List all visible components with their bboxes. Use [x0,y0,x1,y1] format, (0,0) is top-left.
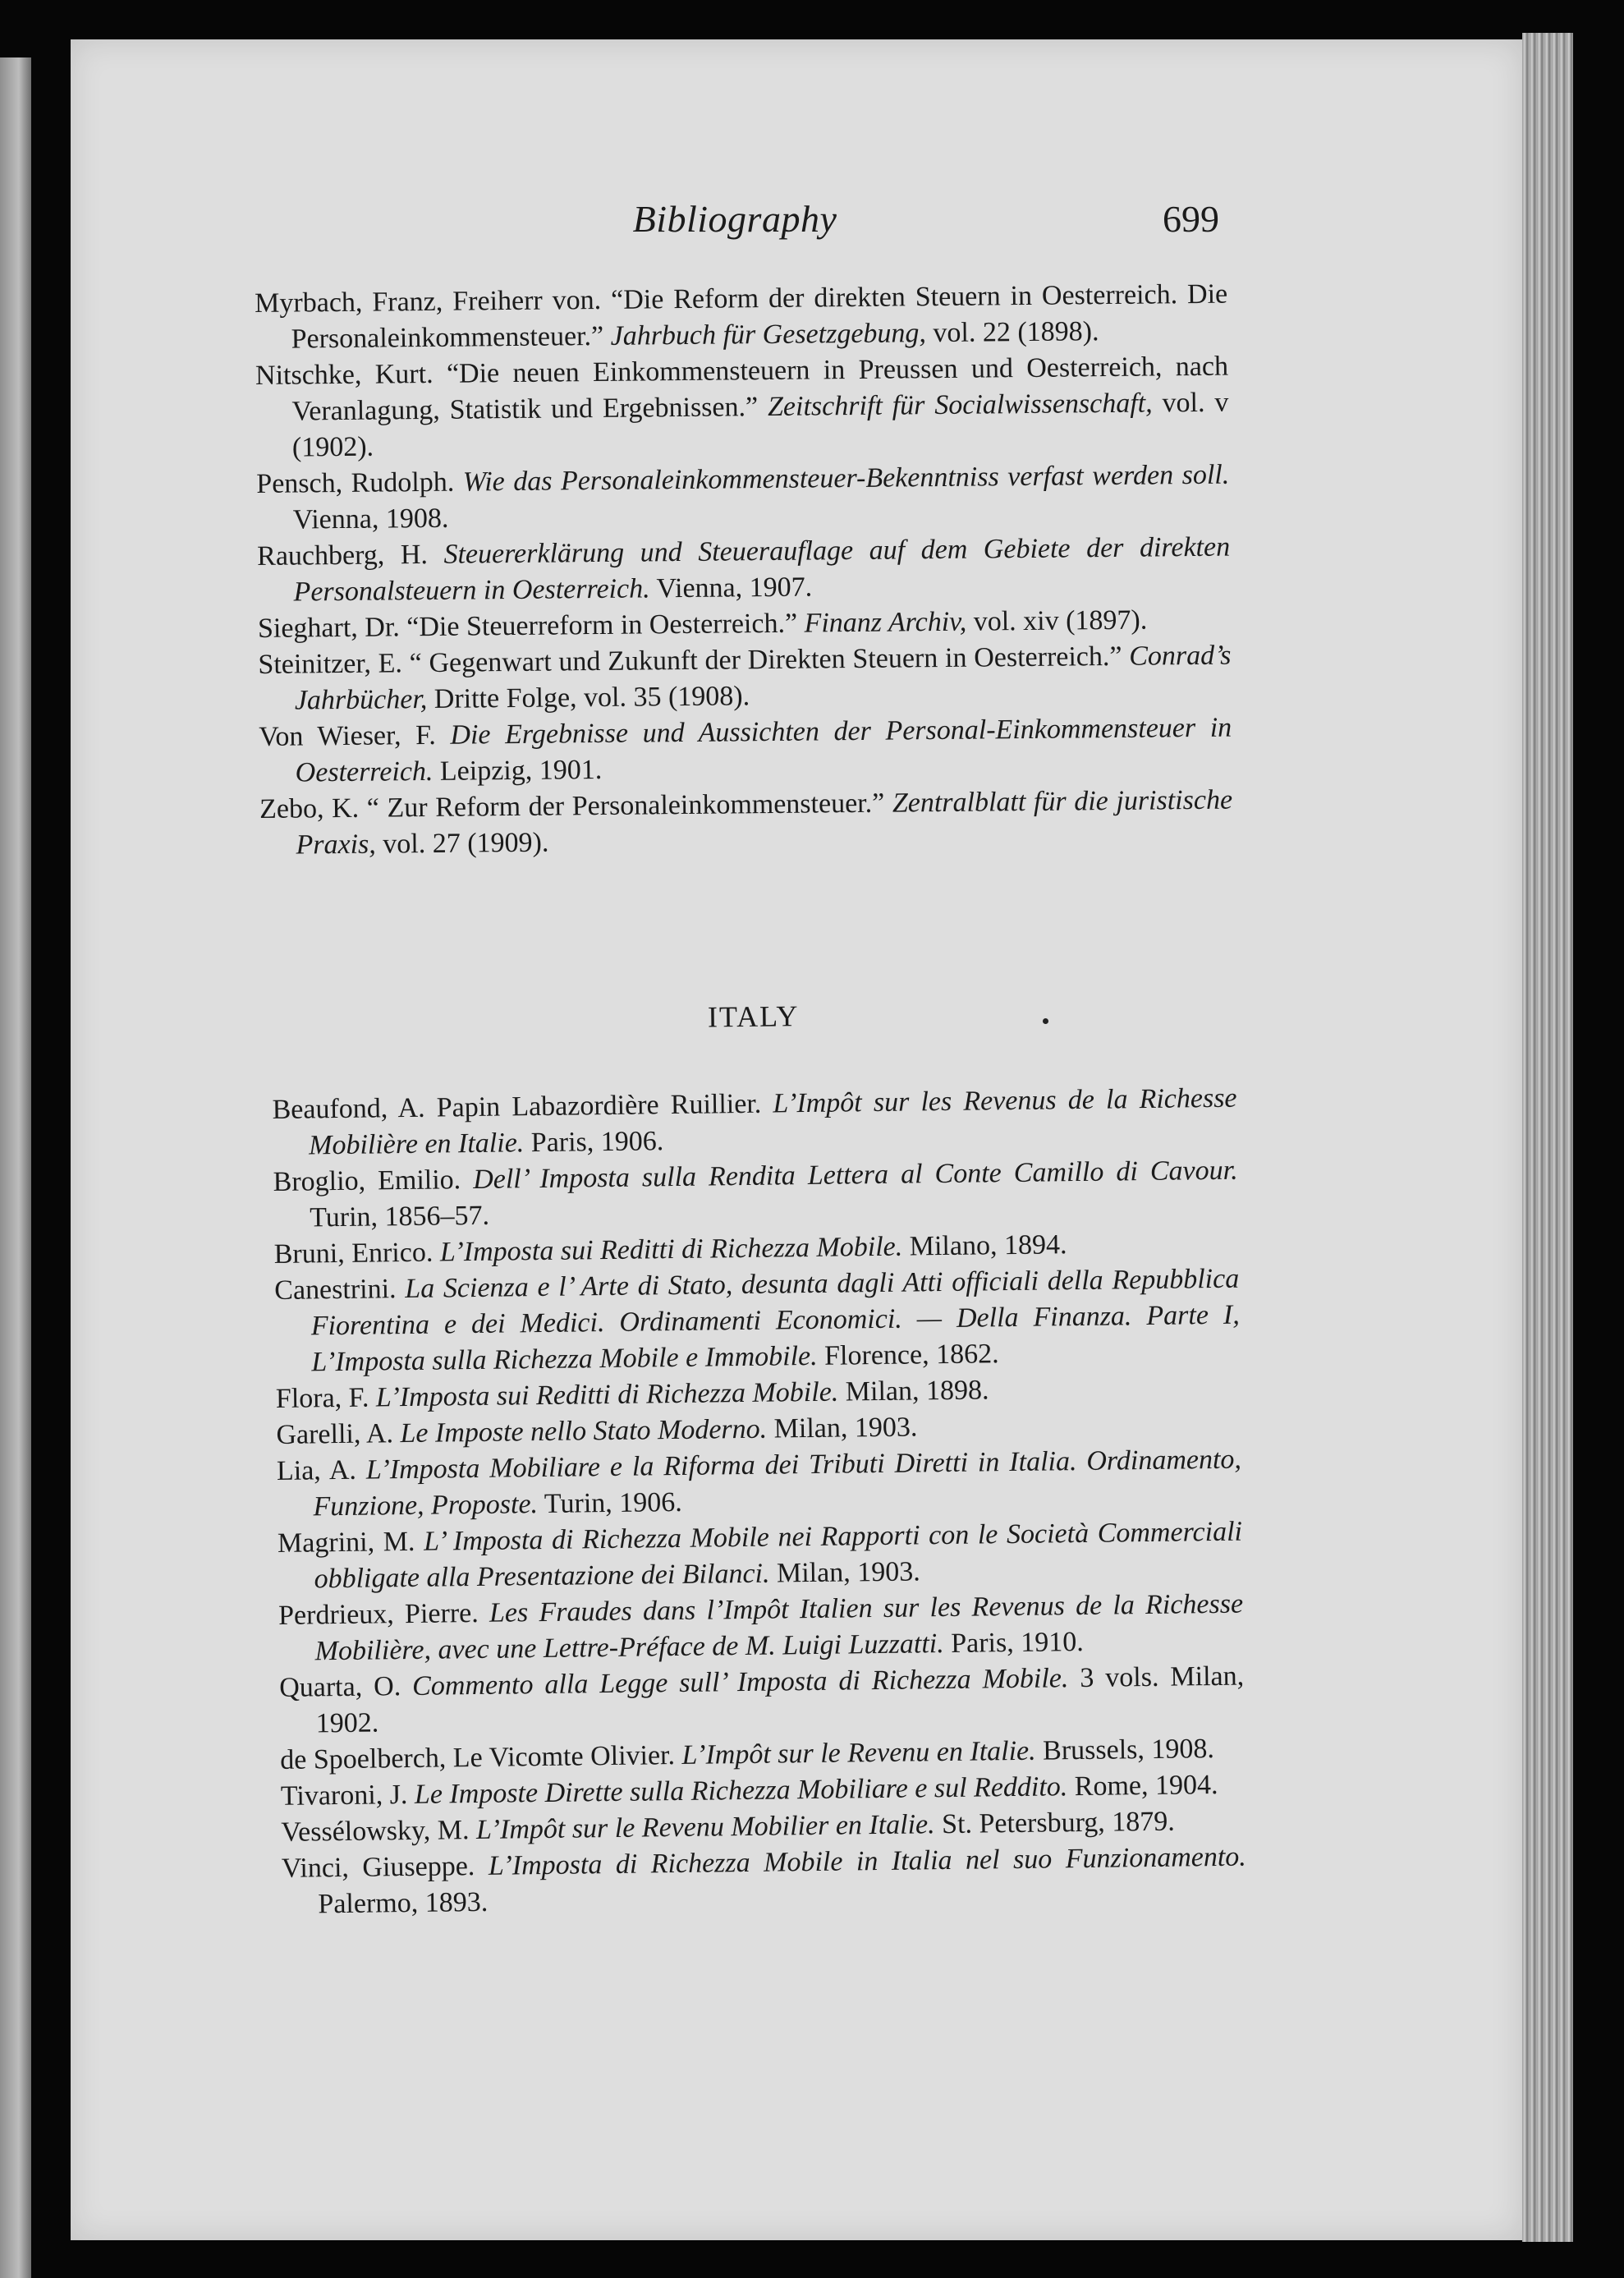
bibliography-entry [255,349,1229,466]
entry-article [415,1527,424,1557]
entry-title: L’Imposta sui Reditti di Richezza Mobile. [439,1231,903,1268]
entry-publication: vol. 22 (1898). [925,316,1099,349]
bibliography-entry [258,638,1232,719]
entry-title: Zeitschrift für Socialwissenschaft, [767,388,1153,423]
entry-article [428,540,444,570]
entry-title: L’Imposta Mobiliare e la Riforma dei Tributi Diretti in Italia. Ordinamento, Funzione, Proposte. [313,1444,1242,1522]
entry-title: Finanz Archiv, [804,606,967,639]
entry-publication: Paris, 1906. [524,1126,664,1159]
bibliography-entry [279,1659,1245,1743]
entry-publication: Leipzig, 1901. [433,754,603,787]
entry-publication: Turin, 1906. [537,1486,682,1520]
entry-publication: St. Petersburg, 1879. [934,1806,1176,1840]
entry-author: Quarta, O. [278,1671,401,1703]
entry-title: Steuererklärung und Steuerauflage auf dem Gebiete der direkten Personalsteuern in Oesterreich. [293,531,1231,608]
entry-article [436,720,451,751]
entry-author: Tivaroni, J. [280,1780,408,1812]
entry-publication: Vienna, 1907. [649,572,813,604]
entry-title: Zentralblatt für die juristische Praxis, [296,784,1233,861]
entry-article: “Die Steuerreform in Oesterreich.” [399,608,805,643]
bibliography-entry [278,1587,1244,1670]
bibliography-entry [278,1514,1243,1598]
entry-publication: Brussels, 1908. [1035,1734,1215,1766]
bibliography-entry [259,710,1232,792]
entry-article: “Die neuen Einkommensteuern in Preussen und Oesterreich, nach Veranlagung, Statistik und Ergebnissen.” [291,351,1229,427]
running-title: Bibliography [632,198,837,240]
page-header [250,197,1219,263]
entry-title: Les Fraudes dans l’Impôt Italien sur les Revenus de la Richesse Mobilière, avec une Lettre-Préface de M. Luigi Luzzatti. [314,1588,1244,1667]
entry-author: Broglio, Emilio. [273,1164,461,1197]
entry-article: “ Gegenwart und Zukunft der Direkten Steuern in Oesterreich.” [401,641,1130,679]
entry-publication: Milano, 1894. [902,1229,1067,1262]
entry-title: Conrad’s Jahrbücher, [294,640,1232,716]
entry-publication: Turin, 1856–57. [309,1200,490,1233]
section-heading: ITALY [707,999,800,1034]
bibliography-entry [272,1081,1237,1164]
entry-publication: Milan, 1903. [766,1412,918,1444]
bibliography-section-italy [271,990,1247,1923]
entry-author: Zebo, K. [259,792,360,824]
entry-author: Flora, F. [275,1382,369,1414]
entry-title: Wie das Personaleinkommensteuer-Bekenntniss verfast werden soll. [462,459,1230,498]
entry-article [396,1274,405,1304]
entry-title: L’Imposta sui Reditti di Richezza Mobile. [375,1376,839,1413]
entry-author: Magrini, M. [277,1526,415,1559]
entry-publication: 3 vols. Milan, 1902. [315,1660,1245,1739]
entry-author: Garelli, A. [276,1418,394,1450]
entry-title: La Scienza e l’ Arte di Stato, desunta dagli Atti officiali della Repubblica Fiorentina e dei Medici. Ordinamenti Economici. — Della Finanza. Parte I, L’Imposta sulla Richezza Mobile e Immobile. [310,1263,1240,1378]
entry-publication: vol. 27 (1909). [375,827,549,860]
entry-author: Vinci, Giuseppe. [281,1851,475,1884]
bibliography-entry [256,457,1230,539]
bibliography-entry [255,277,1228,358]
entry-author: Canestrini. [274,1274,397,1306]
entry-publication: Rome, 1904. [1067,1769,1218,1803]
entry-publication: Florence, 1862. [817,1339,999,1371]
entry-publication: Dritte Folge, vol. 35 (1908). [427,681,750,715]
entry-title: L’Impôt sur le Revenu en Italie. [681,1735,1036,1771]
entry-article [479,1598,490,1628]
entry-author: Bruni, Enrico. [273,1237,434,1270]
entry-article [461,1164,473,1195]
entry-publication: Palermo, 1893. [318,1886,489,1920]
entry-title: Die Ergebnisse und Aussichten der Personal-Einkommensteuer in Oesterreich. [295,712,1232,788]
entry-article [356,1455,366,1486]
entry-publication: Milan, 1898. [838,1375,989,1408]
speck-mark [1043,1018,1048,1024]
entry-title: Commento alla Legge sull’ Imposta di Richezza Mobile. [411,1663,1069,1702]
entry-author: de Spoelberch, Le Vicomte Olivier. [280,1740,676,1775]
entry-title: L’ Imposta di Richezza Mobile nei Rapporti con le Società Commerciali obbligate alla Presentazione dei Bilanci. [314,1516,1243,1595]
entry-title: L’Impôt sur les Revenus de la Richesse Mobilière en Italie. [308,1082,1237,1161]
entry-author: Steinitzer, E. [258,648,403,680]
entry-title: L’Imposta di Richezza Mobile in Italia nel suo Funzionamento. [488,1841,1247,1881]
entry-author: Vessélowsky, M. [281,1815,470,1848]
entry-publication: Vienna, 1908. [292,503,449,535]
entry-title: Le Imposte Dirette sulla Richezza Mobiliare e sul Reddito. [414,1771,1068,1810]
entry-title: Le Imposte nello Stato Moderno. [400,1413,768,1449]
entry-publication: vol. xiv (1897). [966,604,1148,637]
entry-title: Jahrbuch für Gesetzgebung, [610,318,927,351]
entry-author: Pensch, Rudolph. [256,466,455,499]
bibliography-list-italy [272,1081,1246,1923]
bibliography-entry [274,1261,1241,1381]
page-stack-edge [1522,33,1573,2242]
bibliography-entry [273,1153,1238,1237]
entry-article [401,1671,412,1702]
entry-author: Rauchberg, H. [256,539,429,572]
entry-author: Myrbach, Franz, Freiherr von. [255,284,602,319]
bibliography-list-austria [255,277,1233,864]
entry-publication: Milan, 1903. [769,1556,920,1589]
facing-page-edge [0,57,31,2278]
entry-publication: Paris, 1910. [943,1626,1084,1660]
bibliography-entry [277,1442,1242,1526]
entry-article [761,1089,773,1119]
entry-publication: vol. v (1902). [291,387,1229,463]
entry-title: Dell’ Imposta sulla Rendita Lettera al Conte Camillo di Cavour. [472,1155,1238,1196]
entry-article [475,1851,489,1881]
entry-author: Beaufond, A. Papin Labazordière Ruillier. [272,1088,762,1125]
bibliography-entry [259,783,1233,864]
entry-author: Perdrieux, Pierre. [278,1597,479,1631]
entry-author: Sieghart, Dr. [257,612,400,644]
entry-author: Von Wieser, F. [259,719,436,752]
entry-article: “ Zur Reform der Personaleinkommensteuer.” [358,788,893,824]
entry-author: Lia, A. [276,1454,357,1486]
page-number: 699 [1163,198,1219,240]
entry-author: Nitschke, Kurt. [255,358,434,391]
bibliography-entry [257,530,1231,611]
entry-article: “Die Reform der direkten Steuern in Oesterreich. Die Personaleinkommensteuer.” [291,278,1228,355]
bibliography-entry [282,1839,1247,1923]
entry-title: L’Impôt sur le Revenu Mobilier en Italie. [475,1809,935,1846]
